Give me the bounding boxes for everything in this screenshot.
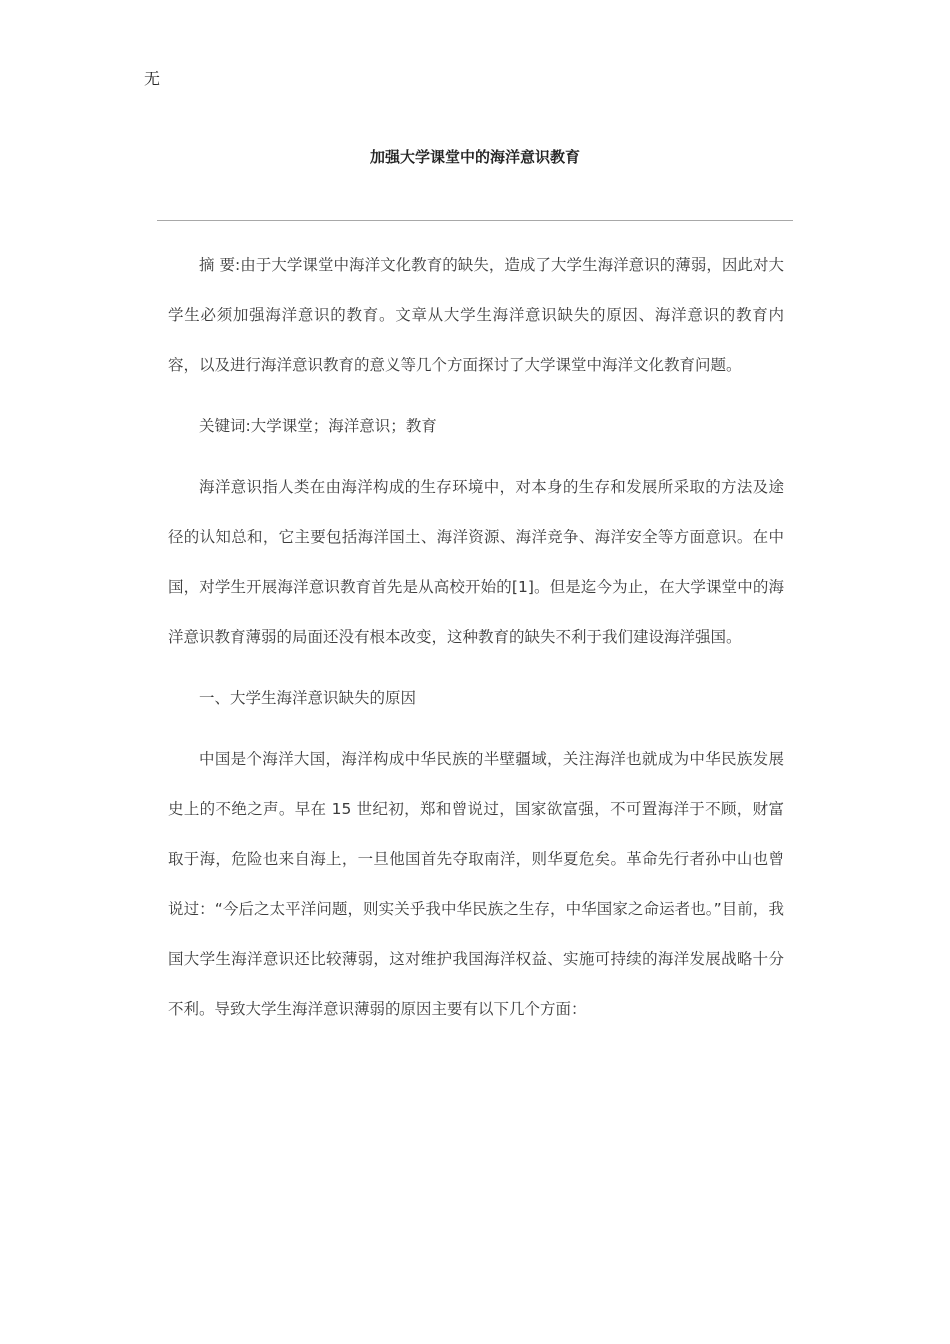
document-body [168, 240, 784, 1034]
document-title: 加强大学课堂中的海洋意识教育 [369, 148, 580, 166]
title-divider [157, 220, 793, 221]
abstract-paragraph: 摘 要:由于大学课堂中海洋文化教育的缺失，造成了大学生海洋意识的薄弱，因此对大学生必须加强海洋意识的教育。文章从大学生海洋意识缺失的原因、海洋意识的教育内容，以及进行海洋意识教育的意义等几个方面探讨了大学课堂中海洋文化教育问题。 [168, 256, 784, 374]
intro-paragraph: 海洋意识指人类在由海洋构成的生存环境中，对本身的生存和发展所采取的方法及途径的认知总和，它主要包括海洋国土、海洋资源、海洋竞争、海洋安全等方面意识。在中国，对学生开展海洋意识教育首先是从高校开始的[1]。但是迄今为止，在大学课堂中的海洋意识教育薄弱的局面还没有根本改变，这种教育的缺失不利于我们建设海洋强国。 [168, 478, 784, 646]
keywords-paragraph: 关键词:大学课堂；海洋意识；教育 [199, 417, 437, 435]
section-paragraph: 中国是个海洋大国，海洋构成中华民族的半壁疆域，关注海洋也就成为中华民族发展史上的不绝之声。早在 15 世纪初，郑和曾说过，国家欲富强，不可置海洋于不顾，财富取于海，危险也来自海上，一旦他国首先夺取南洋，则华夏危矣。革命先行者孙中山也曾说过：“今后之太平洋问题，则实关乎我中华民族之生存，中华国家之命运者也。”目前，我国大学生海洋意识还比较薄弱，这对维护我国海洋权益、实施可持续的海洋发展战略十分不利。导致大学生海洋意识薄弱的原因主要有以下几个方面： [168, 750, 784, 1018]
header-mark: 无 [144, 69, 161, 88]
section-heading: 一、大学生海洋意识缺失的原因 [199, 689, 417, 707]
